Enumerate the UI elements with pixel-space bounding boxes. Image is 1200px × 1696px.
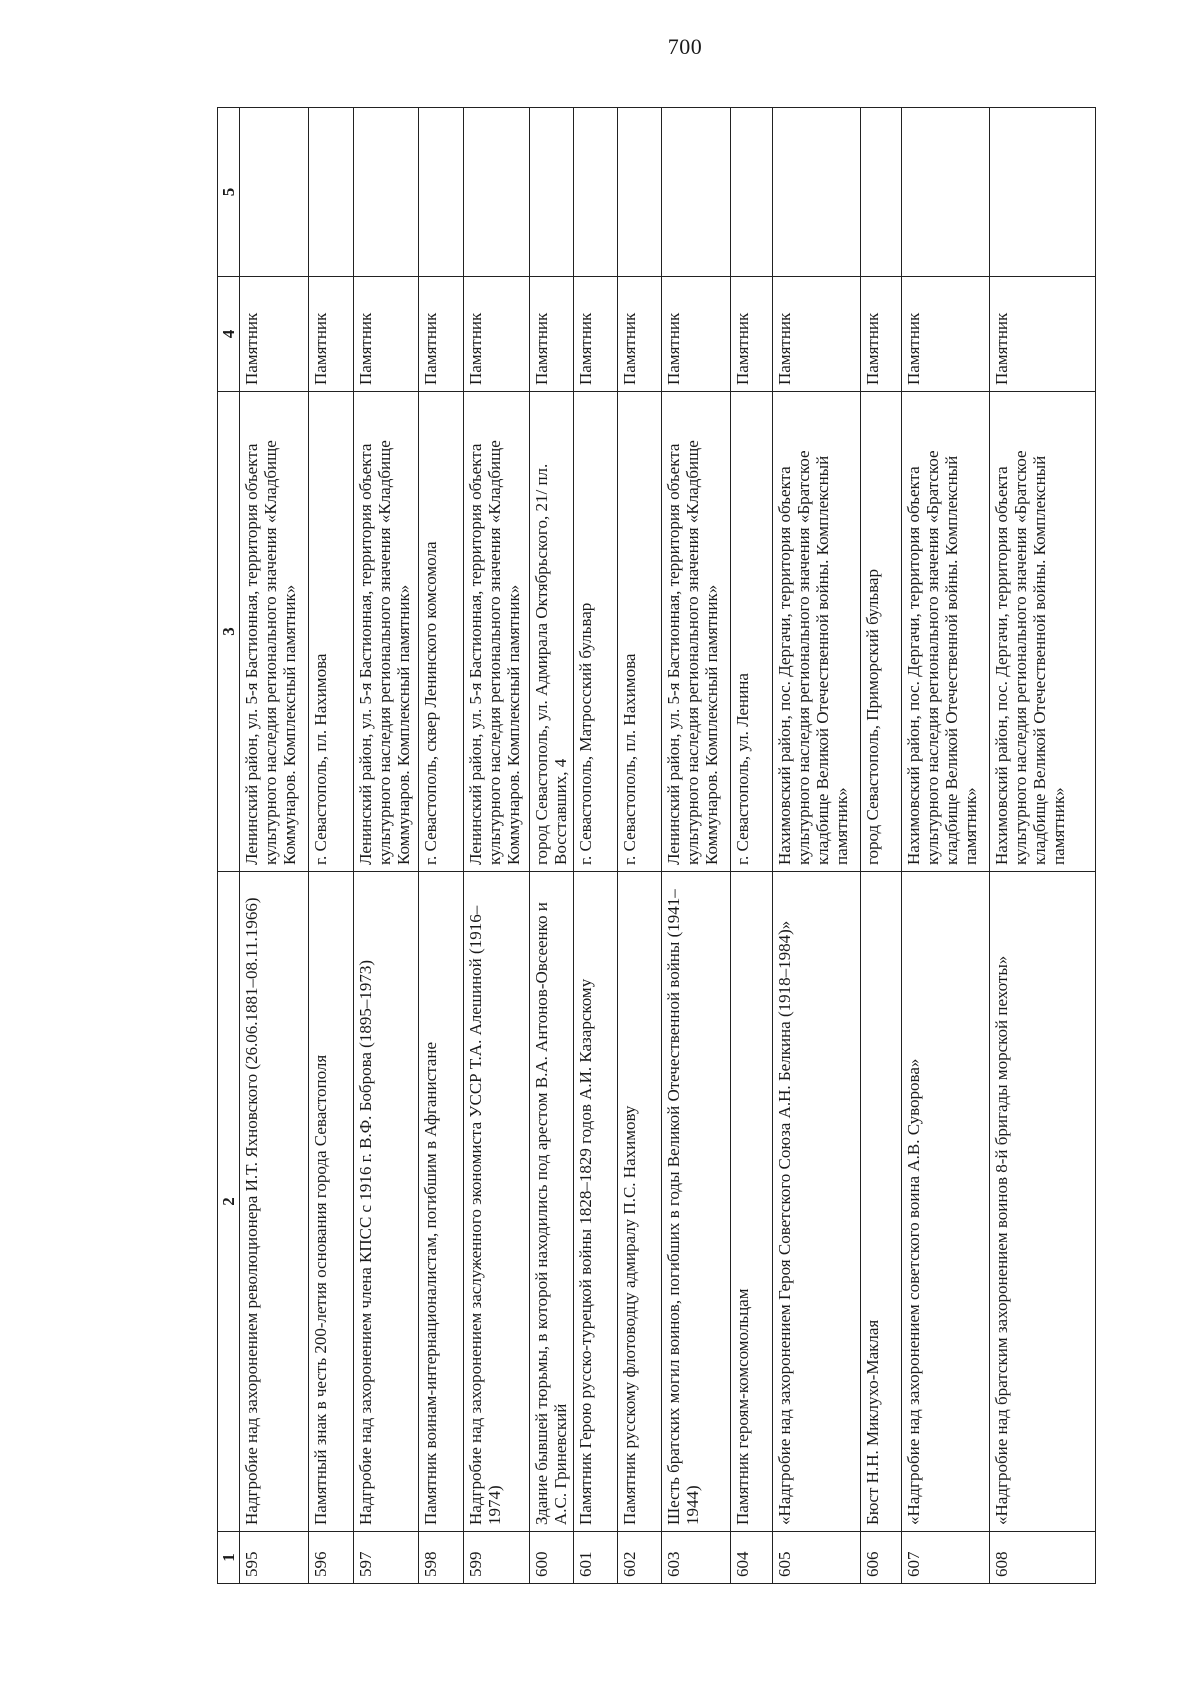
object-extra [464, 108, 530, 277]
table-row [990, 108, 1096, 1584]
row-number: 602 [618, 1532, 662, 1584]
object-name: Здание бывшей тюрьмы, в которой находились под арестом В.А. Антонов-Овсеенко и А.С. Гриневский [530, 872, 574, 1532]
object-name: Надгробие над захоронением революционера И.Т. Яхновского (26.06.1881–08.11.1966) [240, 872, 309, 1532]
object-extra [574, 108, 618, 277]
object-address: г. Севастополь, пл. Нахимова [618, 392, 662, 872]
table-row [773, 108, 861, 1584]
heritage-objects-table [217, 107, 1096, 1584]
table-row [309, 108, 354, 1584]
object-type: Памятник [902, 277, 990, 392]
object-type: Памятник [309, 277, 354, 392]
object-extra [530, 108, 574, 277]
object-address: Ленинский район, ул. 5-я Бастионная, территория объекта культурного наследия регионального значения «Кладбище Коммунаров. Комплексный памятник» [240, 392, 309, 872]
row-number: 607 [902, 1532, 990, 1584]
object-extra [618, 108, 662, 277]
object-address: Нахимовский район, пос. Дергачи, территория объекта культурного наследия регионального значения «Братское кладбище Великой Отечественной войны. Комплексный памятник» [902, 392, 990, 872]
header-col-2: 2 [218, 872, 240, 1532]
object-type: Памятник [861, 277, 902, 392]
header-col-3: 3 [218, 392, 240, 872]
object-extra [419, 108, 464, 277]
row-number: 601 [574, 1532, 618, 1584]
object-extra [662, 108, 731, 277]
object-name: Памятник героям-комсомольцам [731, 872, 773, 1532]
object-name: Памятник Герою русско-турецкой войны 1828–1829 годов А.И. Казарскому [574, 872, 618, 1532]
object-name: Памятник воинам-интернационалистам, погибшим в Афганистане [419, 872, 464, 1532]
object-address: г. Севастополь, ул. Ленина [731, 392, 773, 872]
object-address: г. Севастополь, Матросский бульвар [574, 392, 618, 872]
row-number: 599 [464, 1532, 530, 1584]
row-number: 606 [861, 1532, 902, 1584]
object-type: Памятник [464, 277, 530, 392]
row-number: 598 [419, 1532, 464, 1584]
row-number: 608 [990, 1532, 1096, 1584]
row-number: 595 [240, 1532, 309, 1584]
table-row [530, 108, 574, 1584]
object-address: Ленинский район, ул. 5-я Бастионная, территория объекта культурного наследия регионального значения «Кладбище Коммунаров. Комплексный памятник» [464, 392, 530, 872]
object-extra [731, 108, 773, 277]
object-name: «Надгробие над братским захоронением воинов 8-й бригады морской пехоты» [990, 872, 1096, 1532]
object-type: Памятник [990, 277, 1096, 392]
object-type: Памятник [574, 277, 618, 392]
row-number: 605 [773, 1532, 861, 1584]
object-type: Памятник [731, 277, 773, 392]
object-name: Памятный знак в честь 200-летия основания города Севастополя [309, 872, 354, 1532]
object-type: Памятник [530, 277, 574, 392]
table-row [662, 108, 731, 1584]
row-number: 603 [662, 1532, 731, 1584]
object-name: Надгробие над захоронением члена КПСС с 1916 г. В.Ф. Боброва (1895–1973) [354, 872, 419, 1532]
object-extra [240, 108, 309, 277]
row-number: 604 [731, 1532, 773, 1584]
object-extra [773, 108, 861, 277]
object-type: Памятник [662, 277, 731, 392]
object-type: Памятник [240, 277, 309, 392]
object-address: г. Севастополь, сквер Ленинского комсомола [419, 392, 464, 872]
table-row [574, 108, 618, 1584]
object-extra [354, 108, 419, 277]
table-row [731, 108, 773, 1584]
table-row [464, 108, 530, 1584]
object-name: «Надгробие над захоронением Героя Советского Союза А.Н. Белкина (1918–1984)» [773, 872, 861, 1532]
object-address: Нахимовский район, пос. Дергачи, территория объекта культурного наследия регионального значения «Братское кладбище Великой Отечественной войны. Комплексный памятник» [990, 392, 1096, 872]
object-address: Ленинский район, ул. 5-я Бастионная, территория объекта культурного наследия регионального значения «Кладбище Коммунаров. Комплексный памятник» [662, 392, 731, 872]
header-col-5: 5 [218, 108, 240, 277]
table-row [618, 108, 662, 1584]
object-type: Памятник [618, 277, 662, 392]
object-address: г. Севастополь, пл. Нахимова [309, 392, 354, 872]
object-extra [990, 108, 1096, 277]
object-type: Памятник [419, 277, 464, 392]
object-address: Ленинский район, ул. 5-я Бастионная, территория объекта культурного наследия регионального значения «Кладбище Коммунаров. Комплексный памятник» [354, 392, 419, 872]
header-col-1: 1 [218, 1532, 240, 1584]
object-address: город Севастополь, ул. Адмирала Октябрьского, 21/ пл. Восставших, 4 [530, 392, 574, 872]
rotated-table-container [217, 108, 1105, 1584]
object-name: Надгробие над захоронением заслуженного экономиста УССР Т.А. Алешиной (1916–1974) [464, 872, 530, 1532]
table-row [354, 108, 419, 1584]
table-header-row [218, 108, 240, 1584]
object-name: Шесть братских могил воинов, погибших в годы Великой Отечественной войны (1941–1944) [662, 872, 731, 1532]
table-row [902, 108, 990, 1584]
object-name: «Надгробие над захоронением советского воина А.В. Суворова» [902, 872, 990, 1532]
object-type: Памятник [773, 277, 861, 392]
object-name: Памятник русскому флотоводцу адмиралу П.С. Нахимову [618, 872, 662, 1532]
row-number: 600 [530, 1532, 574, 1584]
table-row [240, 108, 309, 1584]
object-extra [902, 108, 990, 277]
object-type: Памятник [354, 277, 419, 392]
row-number: 596 [309, 1532, 354, 1584]
object-extra [309, 108, 354, 277]
row-number: 597 [354, 1532, 419, 1584]
table-row [861, 108, 902, 1584]
object-name: Бюст Н.Н. Миклухо-Маклая [861, 872, 902, 1532]
object-address: Нахимовский район, пос. Дергачи, территория объекта культурного наследия регионального значения «Братское кладбище Великой Отечественной войны. Комплексный памятник» [773, 392, 861, 872]
header-col-4: 4 [218, 277, 240, 392]
table-row [419, 108, 464, 1584]
page-number: 700 [667, 34, 703, 59]
object-address: город Севастополь, Приморский бульвар [861, 392, 902, 872]
object-extra [861, 108, 902, 277]
